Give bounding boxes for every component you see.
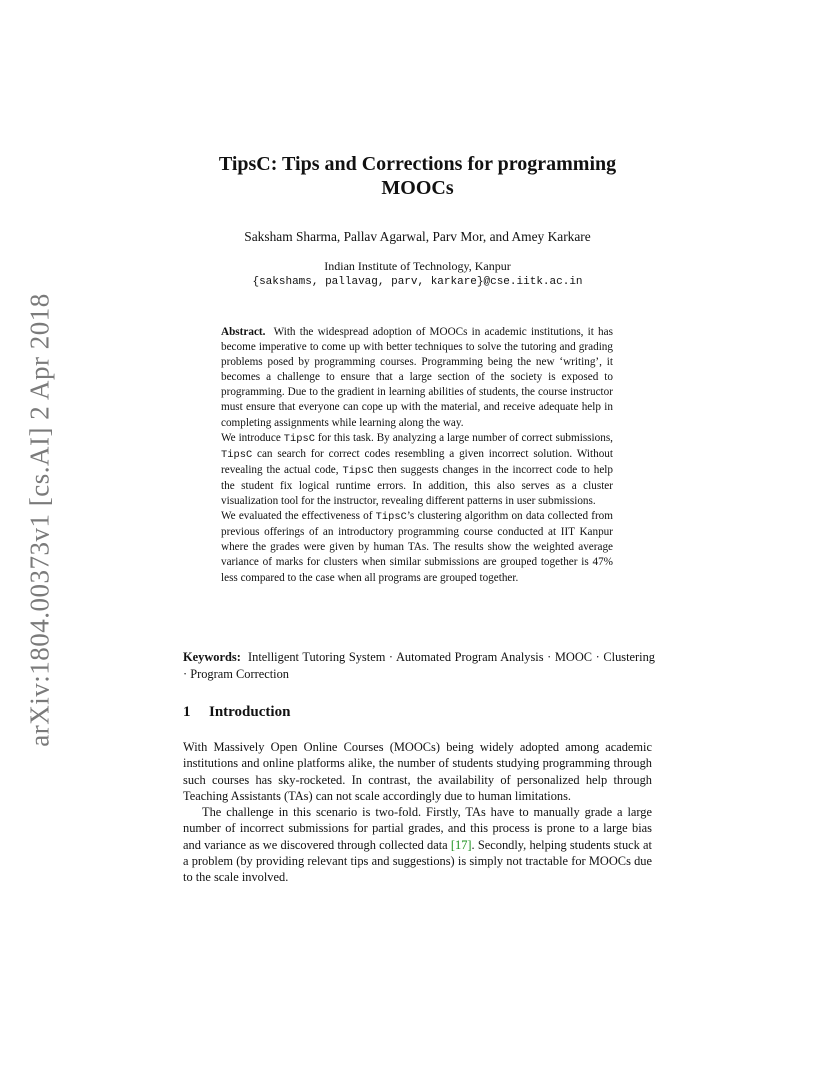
abstract-p2-d: then suggests changes in the incorrect code to help the student fix logical runtime errors. In addition, this also serves as a cluster visualization tool for the instructor, revealing different patterns in user submissions. — [221, 463, 613, 508]
paper-title — [183, 152, 652, 200]
keywords-label: Keywords: — [183, 650, 241, 664]
section-number: 1 — [183, 704, 191, 720]
tool-name: TipsC — [221, 448, 253, 461]
introduction-body — [183, 739, 652, 886]
citation-link[interactable]: [17] — [450, 837, 472, 852]
abstract-p3-a: We evaluated the effectiveness of — [221, 510, 376, 523]
title-line-1: TipsC: Tips and Corrections for programming — [218, 153, 617, 175]
keywords-text: Intelligent Tutoring System · Automated Program Analysis · MOOC · Clustering · Program Correction — [183, 650, 656, 681]
abstract-paragraph-2 — [221, 431, 613, 509]
intro-p2-a: The challenge in this scenario is two-fold. Firstly, TAs have to manually grade a large number of incorrect submissions for partial grades, and this process is prone to a large bias and variance as we discovered through collected data — [183, 805, 652, 852]
affiliation: Indian Institute of Technology, Kanpur — [324, 259, 511, 273]
affiliation-block — [183, 258, 652, 290]
abstract-p2-a: We introduce — [221, 431, 284, 444]
author-list: Saksham Sharma, Pallav Agarwal, Parv Mor, and Amey Karkare — [244, 229, 591, 244]
abstract-paragraph-3 — [221, 509, 613, 585]
abstract — [221, 325, 613, 586]
title-line-2: MOOCs — [381, 177, 454, 199]
section-title: Introduction — [209, 704, 291, 720]
intro-paragraph-2 — [183, 804, 652, 885]
keywords — [183, 649, 655, 683]
arxiv-stamp-text: arXiv:1804.00373v1 [cs.AI] 2 Apr 2018 — [24, 293, 55, 747]
abstract-p2-c: can search for correct codes resembling a given incorrect solution. Without revealing the actual code, — [221, 447, 613, 476]
intro-p2-b: . Secondly, helping students stuck at a problem (by providing relevant tips and suggestions) is simply not tractable for MOOCs due to the scale involved. — [183, 837, 652, 885]
abstract-paragraph-1 — [221, 325, 613, 431]
abstract-p3-b: ’s clustering algorithm on data collected from previous offerings of an introductory programming course conducted at IIT Kanpur where the grades were given by human TAs. The results show the weighted average variance of marks for clusters when similar submissions are grouped together is 47% less compared to the case when all programs are grouped together. — [221, 510, 613, 584]
tool-name: TipsC — [375, 511, 407, 524]
tool-name: TipsC — [283, 432, 315, 445]
section-heading — [183, 704, 290, 721]
abstract-p2-b: for this task. By analyzing a large number of correct submissions, — [314, 431, 613, 444]
tool-name: TipsC — [342, 464, 374, 477]
author-emails: {sakshams, pallavag, parv, karkare}@cse.iitk.ac.in — [252, 276, 583, 288]
abstract-p1-text: With the widespread adoption of MOOCs in academic institutions, it has become imperative to come up with better techniques to solve the tutoring and grading problems posed by programming courses. Programming being the new ‘writing’, it becomes a challenge to ensure that a large section of the society is exposed to programming. Due to the gradient in learning abilities of students, the course instructor must ensure that everyone can cope up with the material, and receive adequate help in completing assignments while learning along the way. — [221, 326, 613, 429]
intro-paragraph-1: With Massively Open Online Courses (MOOCs) being widely adopted among academic institutions and online platforms alike, the number of students studying programming through such courses has sky-rocketed. In contrast, the availability of personalized help through Teaching Assistants (TAs) can not scale accordingly due to human limitations. — [183, 740, 652, 803]
abstract-label: Abstract. — [221, 326, 266, 338]
